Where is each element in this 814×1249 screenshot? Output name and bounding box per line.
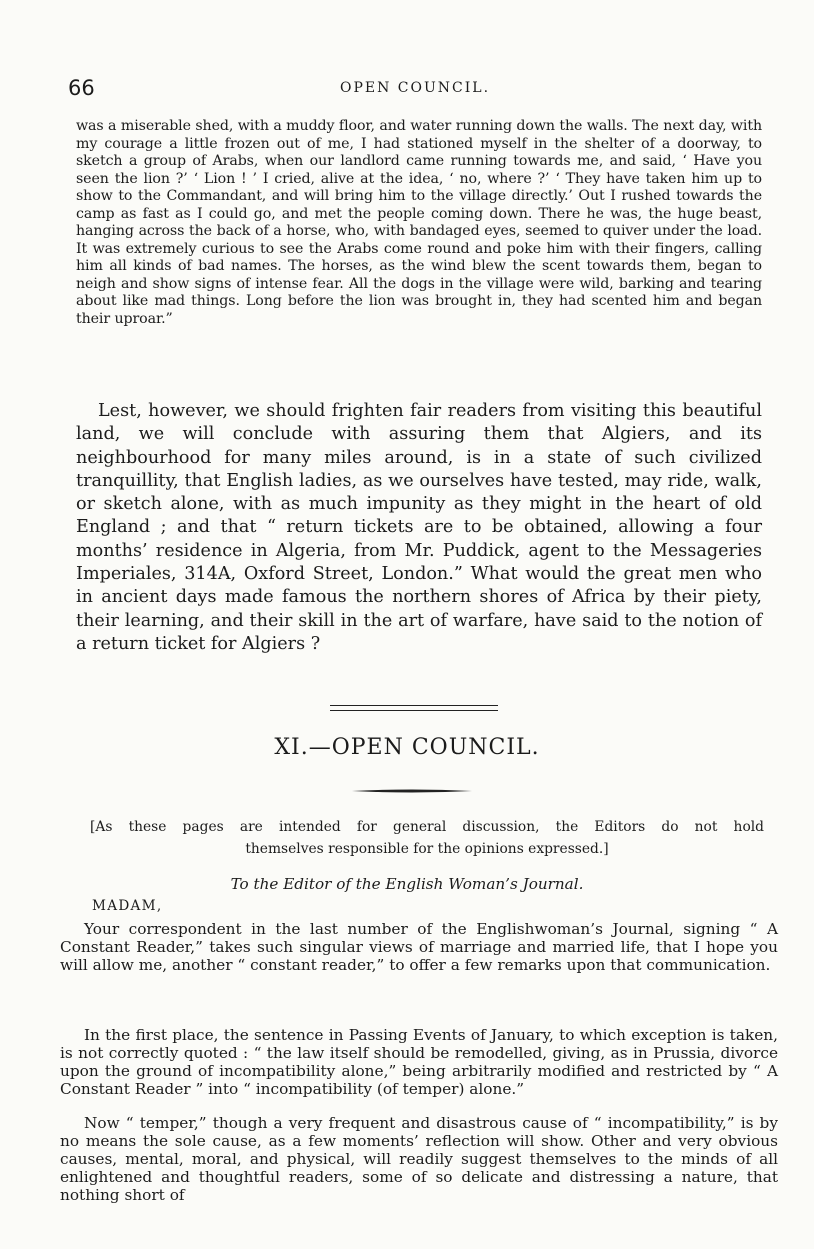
double-rule-bottom — [330, 710, 498, 711]
salutation: MADAM, — [92, 898, 163, 914]
double-rule-top — [330, 705, 498, 706]
letter-paragraph-2: In the first place, the sentence in Passing Events of January, to which exception is taken, is not correctly quoted : “ the law itself should be remodelled, giving, as in Prussia, divorce upon the ground of incompatibility alone,” being arbitrarily modified and restricted by “ A Constant Reader ” into “ incompatibility (of temper) alone.” — [60, 1026, 778, 1098]
quote-paragraph: was a miserable shed, with a muddy floor, and water running down the walls. The next day, with my courage a little frozen out of me, I had stationed myself in the shelter of a doorway, to sketch a group of Arabs, when our landlord came running towards me, and said, ‘ Have you seen the lion ?’ ‘ Lion ! ’ I cried, alive at the idea, ‘ no, where ?’ ‘ They have taken him up to show to the Commandant, and will bring him to the village directly.’ Out I rushed towards the camp as fast as I could go, and met the people coming down. There he was, the huge beast, hanging across the back of a horse, who, with bandaged eyes, seemed to quiver under the load. It was extremely curious to see the Arabs come round and poke him with their fingers, calling him all kinds of bad names. The horses, as the wind blew the scent towards them, began to neigh and show signs of intense fear. All the dogs in the village were wild, barking and tearing about like mad things. Long before the lion was brought in, they had scented him and began their uproar.” — [76, 118, 762, 327]
page-header — [68, 76, 762, 102]
editorial-notice — [90, 816, 764, 860]
tailpiece-ornament — [352, 787, 472, 795]
notice-line-1: [As these pages are intended for general discussion, the Editors do not hold — [90, 819, 764, 835]
running-head: OPEN COUNCIL. — [339, 80, 491, 96]
closing-paragraph: Lest, however, we should frighten fair readers from visiting this beautiful land, we will conclude with assuring them that Algiers, and its neighbourhood for many miles around, is in a state of such civilized tranquillity, that English ladies, as we ourselves have tested, may ride, walk, or sketch alone, with as much impunity as they might in the heart of old England ; and that “ return tickets are to be obtained, allowing a four months’ residence in Algeria, from Mr. Puddick, agent to the Messageries Imperiales, 314A, Oxford Street, London.” What would the great men who in ancient days made famous the northern shores of Africa by their piety, their learning, and their skill in the art of warfare, have said to the notion of a return ticket for Algiers ? — [76, 401, 762, 654]
letter-paragraph-1: Your correspondent in the last number of the Englishwoman’s Journal, signing “ A Constant Reader,” takes such singular views of marriage and married life, that I hope you will allow me, another “ constant reader,” to offer a few remarks upon that communication. — [60, 920, 778, 974]
page-number: 66 — [68, 76, 95, 100]
letter-address: To the Editor of the English Woman’s Journal. — [230, 875, 584, 893]
letter-paragraph-3: Now “ temper,” though a very frequent and disastrous cause of “ incompatibility,” is by no means the sole cause, as a few moments’ reflection will show. Other and very obvious causes, mental, moral, and physical, will readily suggest themselves to the minds of all enlightened and thoughtful readers, some of so delicate and distressing a nature, that nothing short of — [60, 1114, 778, 1204]
notice-line-2: themselves responsible for the opinions expressed.] — [245, 841, 609, 857]
section-title: XI.—OPEN COUNCIL. — [274, 735, 540, 760]
